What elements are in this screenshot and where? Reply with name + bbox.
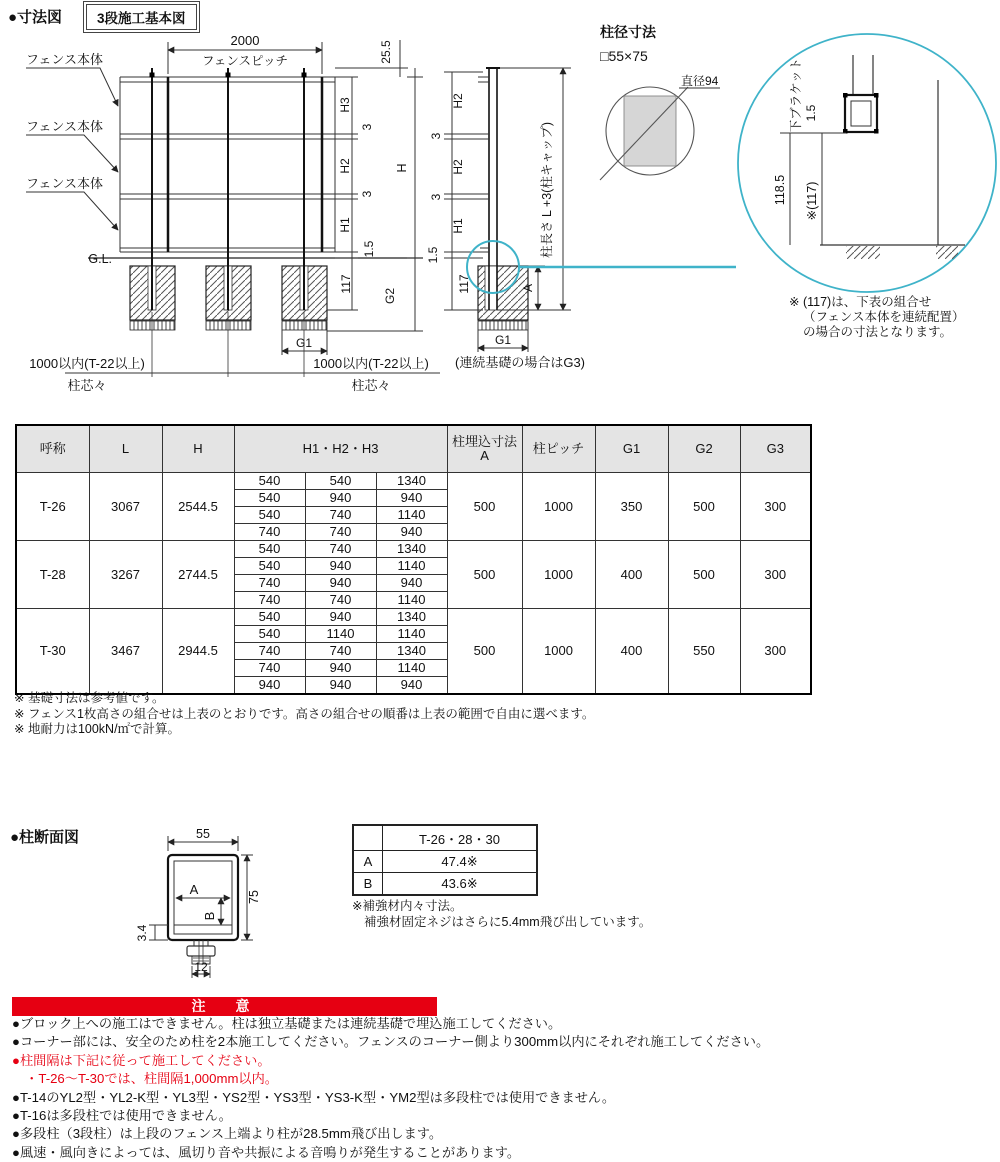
caution-item: ●多段柱（3段柱）は上段のフェンス上端より柱が28.5mm飛び出します。 [12, 1126, 443, 1142]
bracket-detail [738, 34, 996, 292]
h2-cell: 740 [305, 643, 376, 660]
header-name: 呼称 [16, 425, 89, 473]
header-embed-line1: 柱埋込寸法 [452, 434, 518, 450]
a-cell: 500 [447, 609, 522, 695]
table-notes [14, 691, 594, 738]
pitch-cell: 1000 [522, 541, 595, 609]
g1-cell: 400 [595, 609, 668, 695]
side-footnote: (連続基礎の場合はG3) [455, 355, 586, 370]
h2-cell: 940 [305, 677, 376, 695]
cross-section-notes [352, 899, 651, 930]
sub-header-empty [353, 825, 383, 851]
sub-row-a [353, 851, 537, 873]
g2-cell: 550 [668, 609, 740, 695]
h1-cell: 540 [234, 609, 305, 626]
page-title: ●寸法図 [8, 9, 63, 26]
bracket-label: 下ブラケット [789, 57, 803, 133]
a-cell: 500 [447, 473, 522, 541]
sub-header-row [353, 825, 537, 851]
g3-cell: 300 [740, 541, 811, 609]
h2-cell: 1140 [305, 626, 376, 643]
dim-g2: G2 [383, 287, 397, 305]
dim-h1: H1 [338, 217, 352, 233]
h1-cell: 540 [234, 473, 305, 490]
header-g2: G2 [668, 425, 740, 473]
g2-cell: 500 [668, 473, 740, 541]
caution-item: ●T-14のYL2型・YL2-K型・YL3型・YS2型・YS3型・YS3-K型・YM2型は多段柱では使用できません。 [12, 1089, 616, 1105]
spec-table [15, 424, 812, 695]
h1-cell: 540 [234, 541, 305, 558]
caution-item: ●ブロック上への施工はできません。柱は独立基礎または連続基礎で埋込施工してください。 [12, 1016, 562, 1031]
l-cell: 3067 [89, 473, 162, 541]
dim-3a: 3 [360, 123, 374, 131]
h3-cell: 1140 [376, 626, 447, 643]
caution-item: ●風速・風向きによっては、風切り音や共振による音鳴りが発生することがあります。 [12, 1144, 521, 1160]
post-center-left: 柱芯々 [67, 378, 107, 393]
table-row [16, 609, 811, 626]
header-pitch: 柱ピッチ [522, 425, 595, 473]
model-cell: T-28 [16, 541, 89, 609]
h3-cell: 1140 [376, 558, 447, 575]
h-cell: 2544.5 [162, 473, 234, 541]
h2-cell: 740 [305, 524, 376, 541]
side-dim-h2-mid: H2 [451, 159, 465, 175]
pitch-cell: 1000 [522, 473, 595, 541]
table-note-2: ※ フェンス1枚高さの組合せは上表のとおりです。高さの組合せの順番は上表の範囲で自由に選べます。 [14, 706, 595, 721]
post-size-value: □55×75 [600, 48, 648, 64]
cs-dim-a: A [189, 882, 199, 897]
caution-item: ・T-26〜T-30では、柱間隔1,000mm以内。 [12, 1071, 278, 1087]
h3-cell: 1340 [376, 643, 447, 660]
model-cell: T-26 [16, 473, 89, 541]
g1-cell: 400 [595, 541, 668, 609]
model-cell: T-30 [16, 609, 89, 695]
caution-list [12, 1015, 997, 1162]
h2-cell: 740 [305, 541, 376, 558]
h3-cell: 940 [376, 524, 447, 541]
figure-badge: 3段施工基本図 [86, 4, 197, 30]
h2-cell: 540 [305, 473, 376, 490]
h2-cell: 940 [305, 660, 376, 677]
caution-banner: 注 意 [12, 997, 437, 1016]
h-cell: 2944.5 [162, 609, 234, 695]
pitch-cell: 1000 [522, 609, 595, 695]
header-embed [447, 425, 522, 473]
detail-note-line3: の場合の寸法となります。 [803, 325, 953, 339]
fence-body-label-2: フェンス本体 [26, 119, 103, 134]
side-dim-117: 117 [457, 274, 471, 294]
g3-cell: 300 [740, 473, 811, 541]
h3-cell: 1340 [376, 541, 447, 558]
detail-dim-1-5: 1.5 [804, 104, 818, 122]
sub-header-models: T-26・28・30 [383, 825, 538, 851]
header-g3: G3 [740, 425, 811, 473]
g3-cell: 300 [740, 609, 811, 695]
h1-cell: 540 [234, 490, 305, 507]
h2-cell: 740 [305, 592, 376, 609]
h3-cell: 940 [376, 575, 447, 592]
span-left: 1000以内(T-22以上) [29, 356, 145, 371]
detail-note-line2: （フェンス本体を連続配置） [803, 310, 965, 324]
h1-cell: 740 [234, 660, 305, 677]
dim-25-5: 25.5 [379, 40, 393, 64]
dim-117: 117 [339, 274, 353, 294]
h2-cell: 940 [305, 609, 376, 626]
fence-body-label-1: フェンス本体 [26, 52, 103, 67]
dim-h-total: H [395, 163, 409, 173]
post-diameter-figure [600, 87, 720, 180]
h1-cell: 740 [234, 524, 305, 541]
caution-item: ●柱間隔は下記に従って施工してください。 [12, 1052, 271, 1068]
l-cell: 3467 [89, 609, 162, 695]
h1-cell: 540 [234, 558, 305, 575]
header-h: H [162, 425, 234, 473]
dim-2000: 2000 [230, 33, 260, 48]
h3-cell: 1140 [376, 592, 447, 609]
h3-cell: 1340 [376, 609, 447, 626]
post-length-label: 柱長さ L +3(柱キャップ) [540, 121, 554, 259]
cs-note-1: ※補強材内々寸法。 [352, 899, 463, 913]
side-dim-3a: 3 [429, 132, 443, 140]
cross-section-diagram [0, 820, 340, 1010]
sub-value-a: 47.4※ [383, 851, 538, 873]
dim-h3: H3 [338, 97, 352, 113]
dim-h2: H2 [338, 158, 352, 174]
h1-cell: 540 [234, 507, 305, 524]
header-embed-line2: A [480, 448, 489, 463]
dim-g1-front: G1 [295, 336, 313, 350]
side-dim-h2-top: H2 [451, 93, 465, 109]
side-dim-3b: 3 [429, 193, 443, 201]
span-right: 1000以内(T-22以上) [313, 356, 429, 371]
h1-cell: 940 [234, 677, 305, 695]
h3-cell: 1340 [376, 473, 447, 490]
header-h123: H1・H2・H3 [234, 425, 447, 473]
side-view [444, 68, 736, 352]
dim-1-5: 1.5 [362, 240, 376, 258]
side-dim-a: A [521, 283, 535, 293]
h1-cell: 740 [234, 575, 305, 592]
gl-label: G.L. [88, 252, 112, 266]
diameter-label: 直径94 [681, 74, 719, 88]
table-row [16, 473, 811, 490]
h3-cell: 1140 [376, 660, 447, 677]
sub-row-b [353, 873, 537, 896]
g2-cell: 500 [668, 541, 740, 609]
cs-dim-55: 55 [196, 827, 210, 841]
front-view [26, 40, 440, 377]
cs-dim-75: 75 [247, 890, 261, 904]
table-row [16, 541, 811, 558]
fence-pitch-label: フェンスピッチ [201, 54, 289, 68]
caution-item: ●コーナー部には、安全のため柱を2本施工してください。フェンスのコーナー側より300mm以内にそれぞれ施工してください。 [12, 1034, 770, 1050]
detail-note-line1: ※ (117)は、下表の組合せ [789, 295, 932, 309]
h3-cell: 1140 [376, 507, 447, 524]
table-note-1: ※ 基礎寸法は参考値です。 [14, 691, 165, 705]
h-cell: 2744.5 [162, 541, 234, 609]
cs-dim-b: B [202, 911, 217, 921]
side-dim-h1: H1 [451, 218, 465, 234]
cs-dim-12: 12 [194, 960, 208, 974]
dim-3b: 3 [360, 190, 374, 198]
post-center-right: 柱芯々 [351, 378, 391, 393]
table-note-3: ※ 地耐力は100kN/㎡で計算。 [14, 722, 181, 736]
header-row [16, 425, 811, 473]
h3-cell: 940 [376, 490, 447, 507]
side-dim-1-5: 1.5 [426, 246, 440, 264]
h1-cell: 740 [234, 592, 305, 609]
detail-note [789, 295, 965, 340]
cross-section-lines [149, 836, 253, 978]
g1-cell: 350 [595, 473, 668, 541]
h3-cell: 940 [376, 677, 447, 695]
header-g1: G1 [595, 425, 668, 473]
cross-section-title: ●柱断面図 [10, 829, 80, 846]
h2-cell: 940 [305, 558, 376, 575]
h2-cell: 740 [305, 507, 376, 524]
h2-cell: 940 [305, 575, 376, 592]
cs-dim-3-4: 3.4 [135, 924, 149, 942]
a-cell: 500 [447, 541, 522, 609]
cross-section-spec-table [352, 824, 538, 896]
caution-item: ●T-16は多段柱では使用できません。 [12, 1108, 232, 1124]
detail-dim-117: ※(117) [805, 181, 819, 221]
h2-cell: 940 [305, 490, 376, 507]
header-l: L [89, 425, 162, 473]
l-cell: 3267 [89, 541, 162, 609]
side-dim-g1: G1 [494, 333, 512, 347]
dimension-diagram [0, 0, 1000, 418]
fence-body-label-3: フェンス本体 [26, 176, 103, 191]
h1-cell: 740 [234, 643, 305, 660]
sub-label-b: B [353, 873, 383, 896]
sub-label-a: A [353, 851, 383, 873]
detail-dim-118-5: 118.5 [773, 174, 787, 206]
h1-cell: 540 [234, 626, 305, 643]
sub-value-b: 43.6※ [383, 873, 538, 896]
post-size-title: 柱径寸法 [600, 24, 656, 40]
cs-note-2: 補強材固定ネジはさらに5.4mm飛び出しています。 [364, 914, 652, 929]
